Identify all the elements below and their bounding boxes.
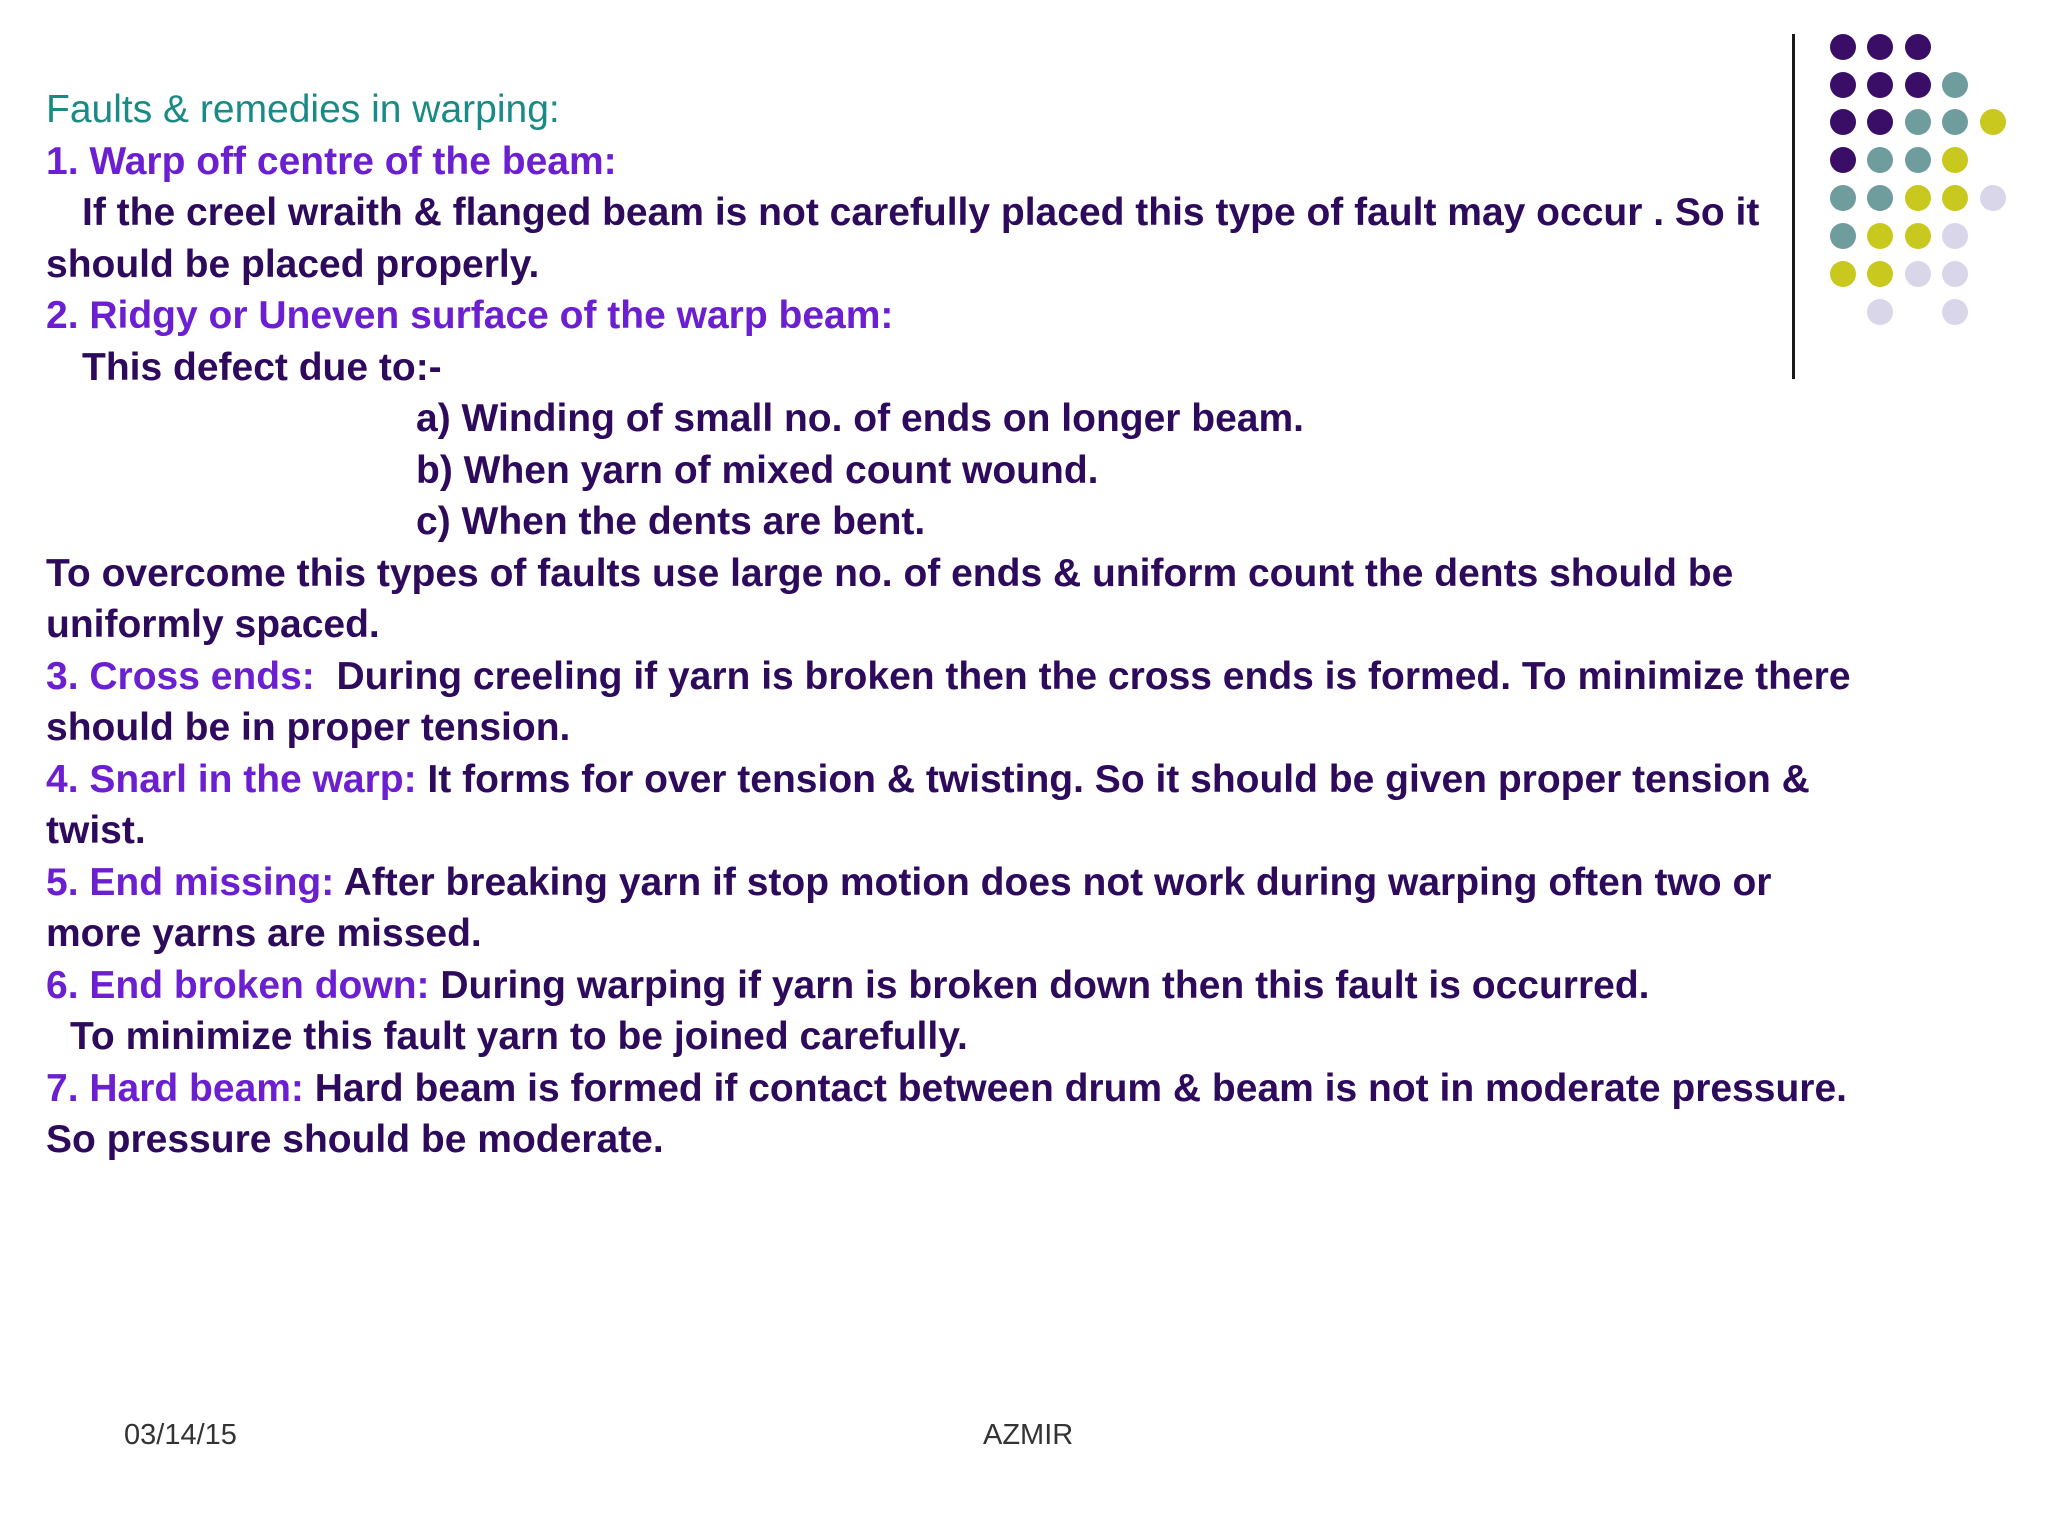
item-6-continuation: To minimize this fault yarn to be joined carefully.	[70, 1015, 968, 1058]
item-2-heading: 2. Ridgy or Uneven surface of the warp beam:	[46, 294, 894, 337]
item-4-heading: 4. Snarl in the warp:	[46, 757, 417, 801]
item-5-text: After breaking yarn if stop motion does not work during warping often two or	[343, 860, 1772, 904]
item-3-heading: 3. Cross ends:	[46, 654, 315, 698]
slide-title: Faults & remedies in warping:	[46, 88, 560, 131]
item-5-heading: 5. End missing:	[46, 860, 335, 904]
item-4	[46, 754, 2036, 806]
item-6	[46, 960, 2036, 1012]
item-2-cause-c: c) When the dents are bent.	[416, 500, 926, 543]
item-7	[46, 1063, 2036, 1115]
item-2-intro: This defect due to:-	[82, 345, 442, 389]
item-1-heading: 1. Warp off centre of the beam:	[46, 139, 617, 183]
item-4-continuation: twist.	[46, 809, 146, 852]
item-1-line-1: If the creel wraith & flanged beam is not carefully placed this type of fault may occur . So it	[82, 191, 1760, 234]
item-5	[46, 857, 2036, 909]
item-7-continuation: So pressure should be moderate.	[46, 1118, 664, 1161]
item-4-text: It forms for over tension & twisting. So it should be given proper tension &	[427, 757, 1810, 801]
item-7-text: Hard beam is formed if contact between drum & beam is not in moderate pressure.	[314, 1066, 1847, 1110]
item-6-text: During warping if yarn is broken down then this fault is occurred.	[440, 963, 1650, 1007]
item-3-text: During creeling if yarn is broken then the cross ends is formed. To minimize there	[336, 654, 1851, 698]
footer-date: 03/14/15	[124, 1419, 237, 1451]
item-6-heading: 6. End broken down:	[46, 963, 430, 1007]
item-5-continuation: more yarns are missed.	[46, 912, 482, 955]
item-1-line-2: should be placed properly.	[46, 242, 540, 286]
item-3	[46, 651, 2036, 703]
item-2-cause-a: a) Winding of small no. of ends on longer beam.	[416, 397, 1305, 440]
item-7-heading: 7. Hard beam:	[46, 1066, 304, 1110]
slide-content	[46, 84, 2036, 1166]
item-3-continuation: should be in proper tension.	[46, 706, 571, 749]
footer-author: AZMIR	[983, 1419, 1074, 1451]
item-2-line-1: To overcome this types of faults use large no. of ends & uniform count the dents should be	[46, 551, 1734, 595]
item-2-line-2: uniformly spaced.	[46, 603, 380, 646]
item-2-cause-b: b) When yarn of mixed count wound.	[416, 448, 1099, 492]
